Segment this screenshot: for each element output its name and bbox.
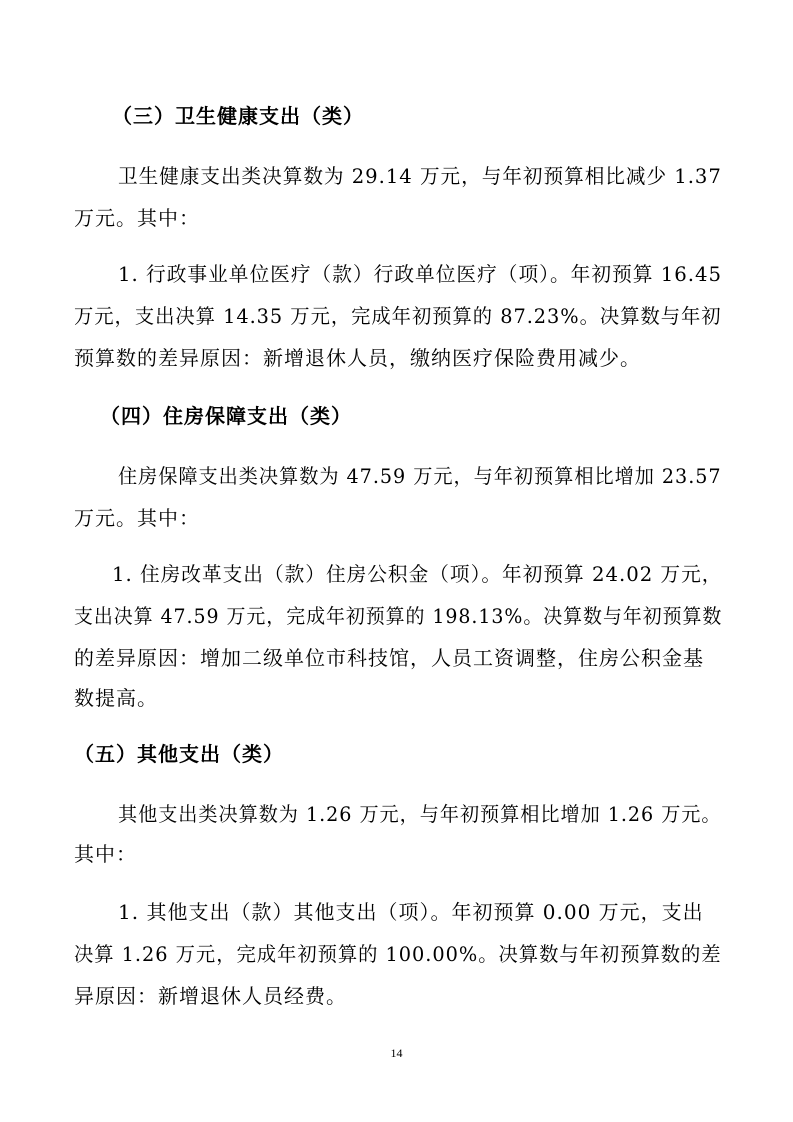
section-heading-health: （三）卫生健康支出（类） — [112, 104, 364, 128]
section-heading-other: （五）其他支出（类） — [74, 742, 284, 766]
section-summary-line: 卫生健康支出类决算数为 29.14 万元，与年初预算相比减少 1.37 — [118, 164, 722, 188]
item-paragraph-line: 数提高。 — [74, 686, 158, 710]
item-paragraph-line: 的差异原因：增加二级单位市科技馆，人员工资调整，住房公积金基 — [74, 646, 704, 670]
item-paragraph-line: 预算数的差异原因：新增退休人员，缴纳医疗保险费用减少。 — [74, 346, 641, 370]
section-summary-line: 其中： — [74, 842, 137, 866]
item-paragraph-line: 万元，支出决算 14.35 万元，完成年初预算的 87.23%。决算数与年初 — [74, 304, 722, 328]
page-number: 14 — [390, 1046, 403, 1060]
item-paragraph-line: 1. 其他支出（款）其他支出（项）。年初预算 0.00 万元，支出 — [118, 900, 704, 924]
section-summary-line: 万元。其中： — [74, 506, 200, 530]
item-paragraph-line: 异原因：新增退休人员经费。 — [74, 984, 347, 1008]
item-paragraph-line: 决算 1.26 万元，完成年初预算的 100.00%。决算数与年初预算数的差 — [74, 942, 722, 966]
section-heading-housing: （四）住房保障支出（类） — [100, 404, 352, 428]
item-paragraph-line: 1. 住房改革支出（款）住房公积金（项）。年初预算 24.02 万元， — [112, 562, 723, 586]
item-paragraph-line: 1. 行政事业单位医疗（款）行政单位医疗（项）。年初预算 16.45 — [118, 262, 723, 286]
section-summary-line: 万元。其中： — [74, 206, 200, 230]
section-summary-line: 住房保障支出类决算数为 47.59 万元，与年初预算相比增加 23.57 — [118, 464, 722, 488]
section-summary-line: 其他支出类决算数为 1.26 万元，与年初预算相比增加 1.26 万元。 — [118, 802, 722, 826]
item-paragraph-line: 支出决算 47.59 万元，完成年初预算的 198.13%。决算数与年初预算数 — [74, 604, 723, 628]
